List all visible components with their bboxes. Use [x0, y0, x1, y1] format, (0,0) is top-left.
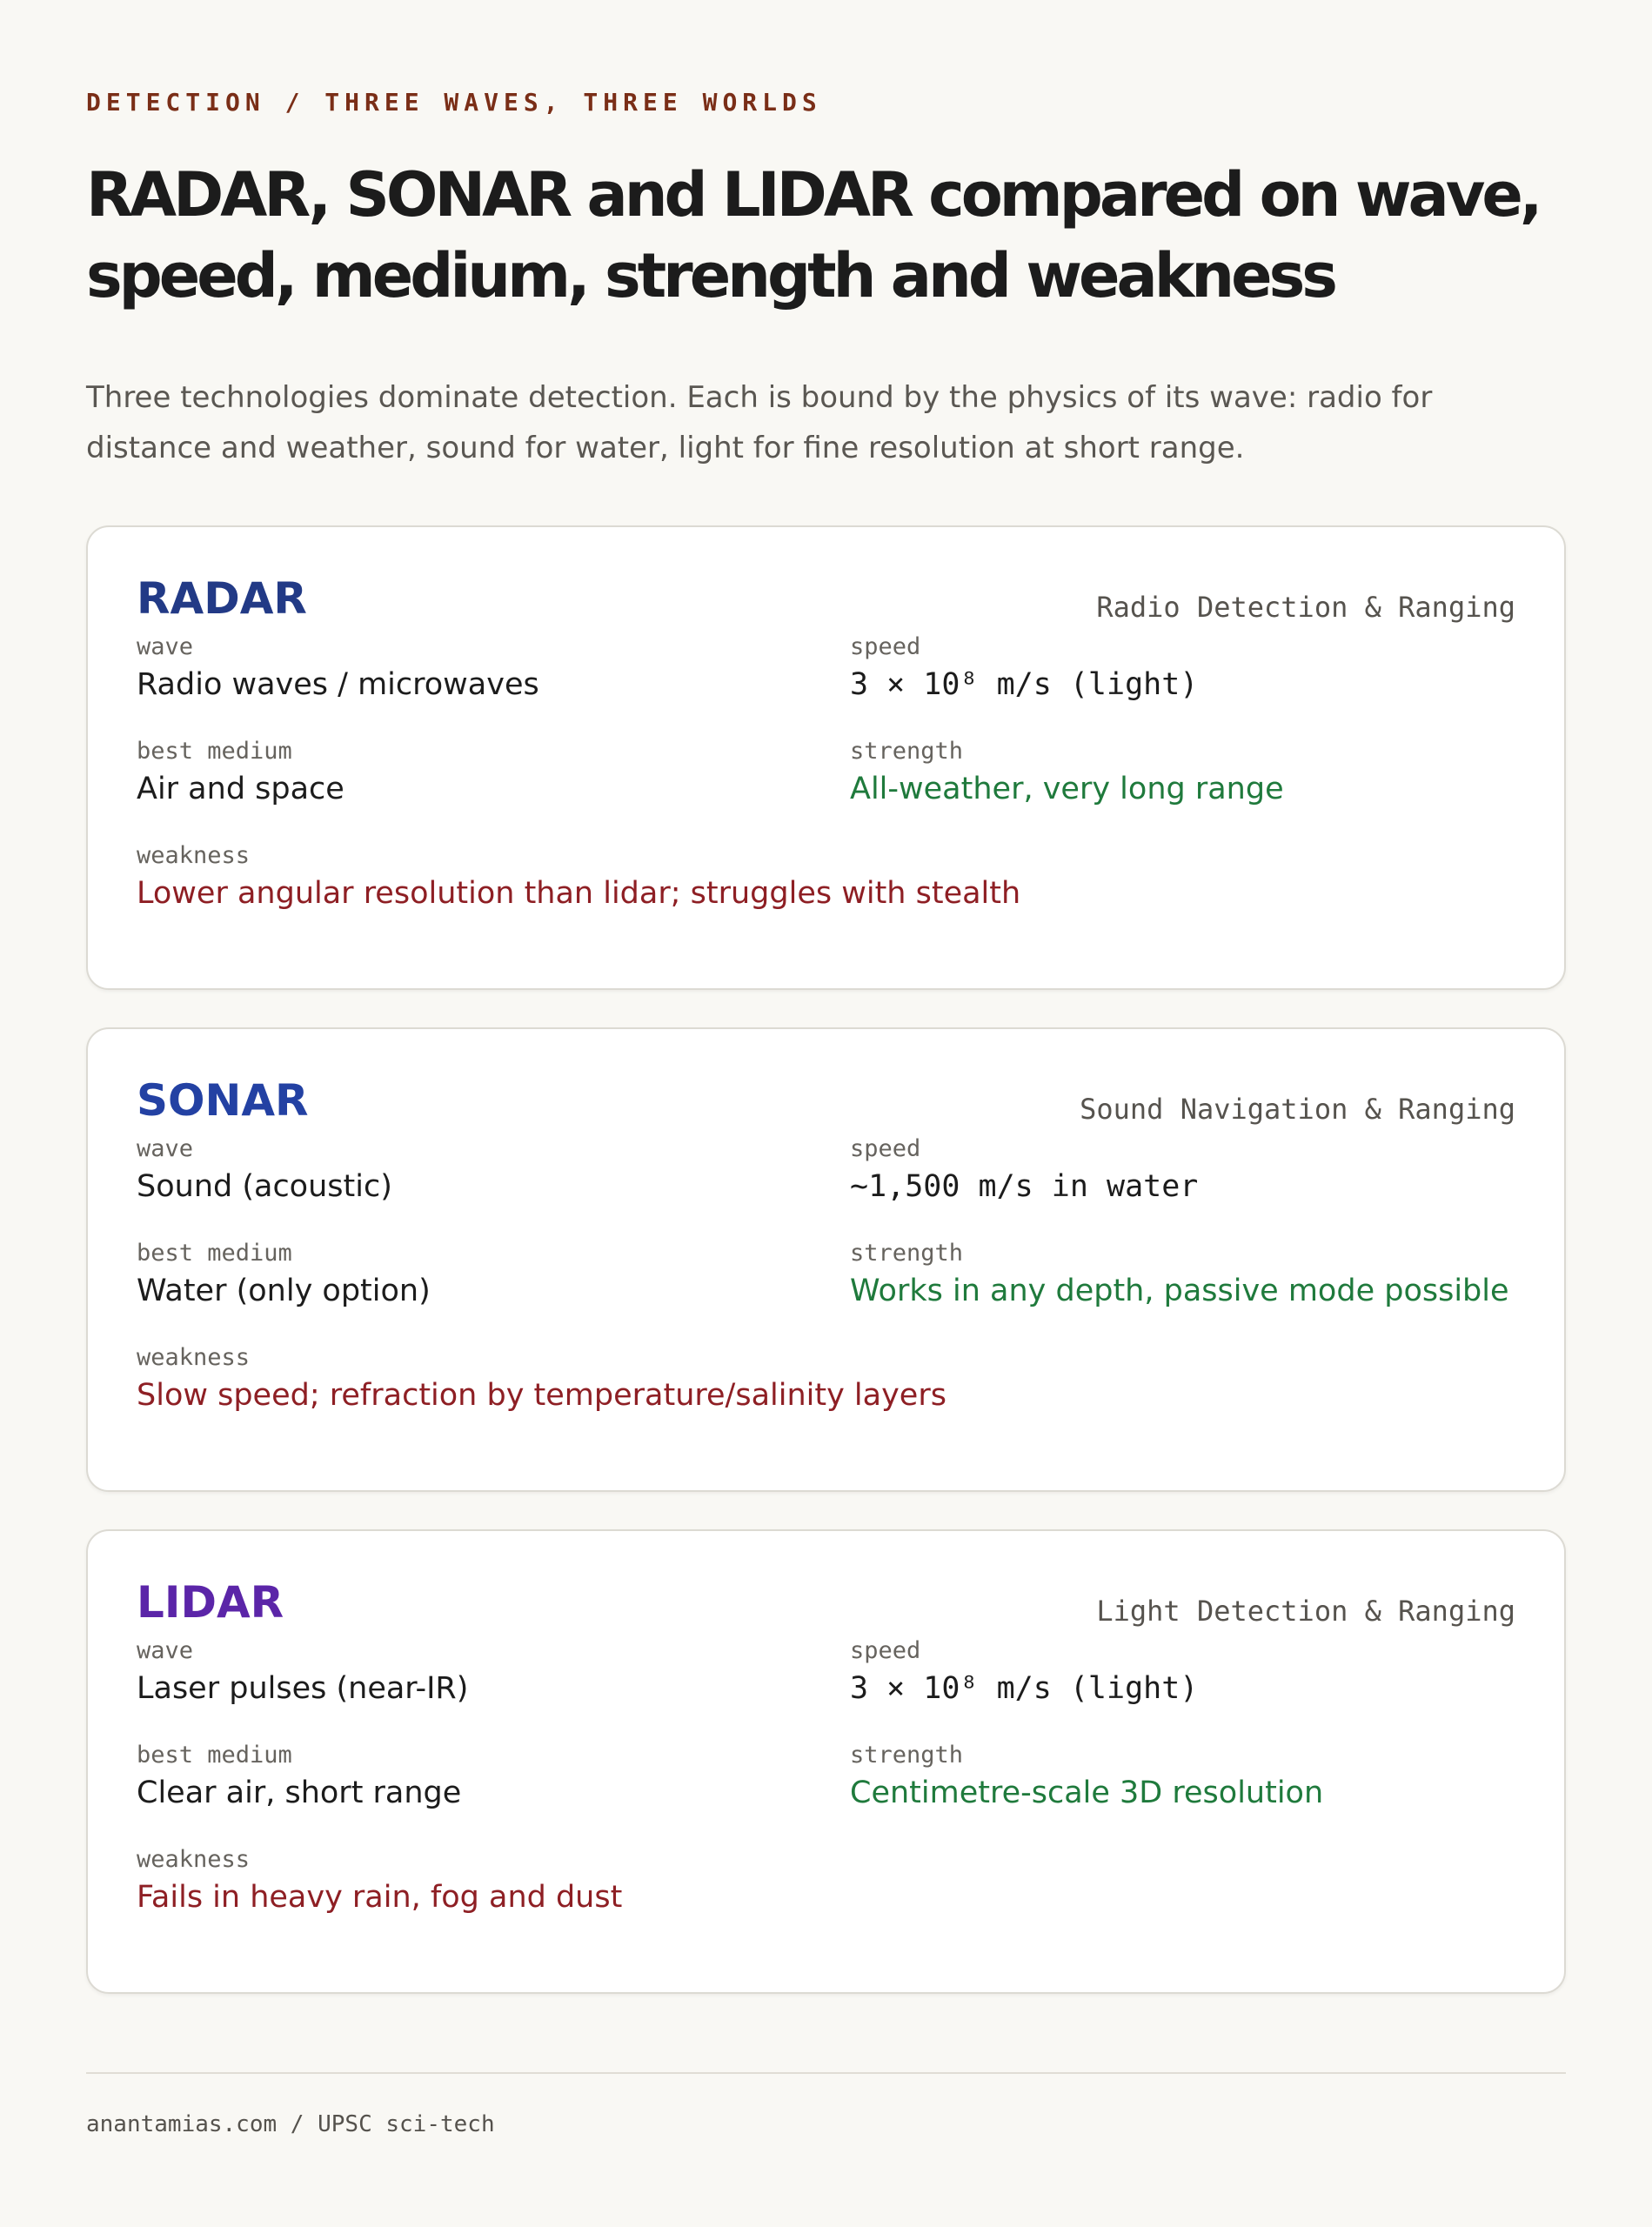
footer: [86, 2072, 1566, 2138]
field-label: weakness: [137, 1344, 251, 1371]
field-label: best medium: [137, 1240, 292, 1267]
field-label: speed: [850, 633, 921, 660]
field-medium: [137, 1236, 850, 1341]
field-wave: [137, 1132, 850, 1236]
field-strength: [850, 734, 1515, 839]
card-name: RADAR: [137, 573, 307, 624]
card-name: LIDAR: [137, 1577, 284, 1628]
card-header: [137, 1029, 1515, 1132]
field-value: 3 × 10⁸ m/s (light): [850, 1671, 1199, 1706]
field-wave: [137, 1634, 850, 1738]
card-fields: [137, 630, 1515, 943]
field-value: Laser pulses (near-IR): [137, 1671, 469, 1706]
comparison-cards: [86, 525, 1566, 1994]
field-label: strength: [850, 1240, 964, 1267]
card-sonar: [86, 1027, 1566, 1492]
field-value: Works in any depth, passive mode possible: [850, 1274, 1509, 1308]
field-strength: [850, 1738, 1515, 1842]
field-label: best medium: [137, 738, 292, 765]
card-expansion: Light Detection & Ranging: [1096, 1595, 1515, 1628]
field-weakness: [137, 1341, 1515, 1445]
card-fields: [137, 1634, 1515, 1947]
field-value: Water (only option): [137, 1274, 431, 1308]
field-weakness: [137, 1842, 1515, 1947]
field-speed: [850, 1132, 1515, 1236]
field-medium: [137, 1738, 850, 1842]
field-speed: [850, 1634, 1515, 1738]
card-expansion: Radio Detection & Ranging: [1096, 591, 1515, 624]
field-value: ~1,500 m/s in water: [850, 1169, 1199, 1204]
card-expansion: Sound Navigation & Ranging: [1080, 1093, 1515, 1126]
field-label: speed: [850, 1637, 921, 1664]
lede-paragraph: Three technologies dominate detection. Each is bound by the physics of its wave: radio for distance and weather, sound for water, light for fine resolution at short range.: [86, 380, 1433, 465]
field-label: weakness: [137, 1846, 251, 1873]
field-medium: [137, 734, 850, 839]
field-value: Air and space: [137, 772, 344, 806]
field-value: 3 × 10⁸ m/s (light): [850, 667, 1199, 702]
field-value: Centimetre-scale 3D resolution: [850, 1776, 1324, 1810]
card-lidar: [86, 1529, 1566, 1994]
field-wave: [137, 630, 850, 734]
field-speed: [850, 630, 1515, 734]
field-strength: [850, 1236, 1515, 1341]
card-radar: [86, 525, 1566, 990]
field-value: Slow speed; refraction by temperature/salinity layers: [137, 1378, 946, 1413]
field-value: Sound (acoustic): [137, 1169, 392, 1204]
card-name: SONAR: [137, 1075, 309, 1126]
card-header: [137, 1531, 1515, 1634]
field-label: wave: [137, 633, 194, 660]
field-label: strength: [850, 738, 964, 765]
field-label: best medium: [137, 1742, 292, 1769]
field-value: Fails in heavy rain, fog and dust: [137, 1880, 623, 1915]
field-value: Lower angular resolution than lidar; struggles with stealth: [137, 876, 1021, 911]
field-label: wave: [137, 1637, 194, 1664]
card-header: [137, 527, 1515, 630]
field-value: Clear air, short range: [137, 1776, 462, 1810]
field-value: All-weather, very long range: [850, 772, 1284, 806]
eyebrow: DETECTION / THREE WAVES, THREE WORLDS: [86, 88, 822, 117]
field-label: weakness: [137, 842, 251, 869]
field-label: strength: [850, 1742, 964, 1769]
card-fields: [137, 1132, 1515, 1445]
page-title: RADAR, SONAR and LIDAR compared on wave, speed, medium, strength and weakness: [86, 159, 1540, 311]
footer-credit: anantamias.com / UPSC sci-tech: [86, 2111, 495, 2137]
field-label: speed: [850, 1135, 921, 1162]
field-weakness: [137, 839, 1515, 943]
field-label: wave: [137, 1135, 194, 1162]
field-value: Radio waves / microwaves: [137, 667, 539, 702]
